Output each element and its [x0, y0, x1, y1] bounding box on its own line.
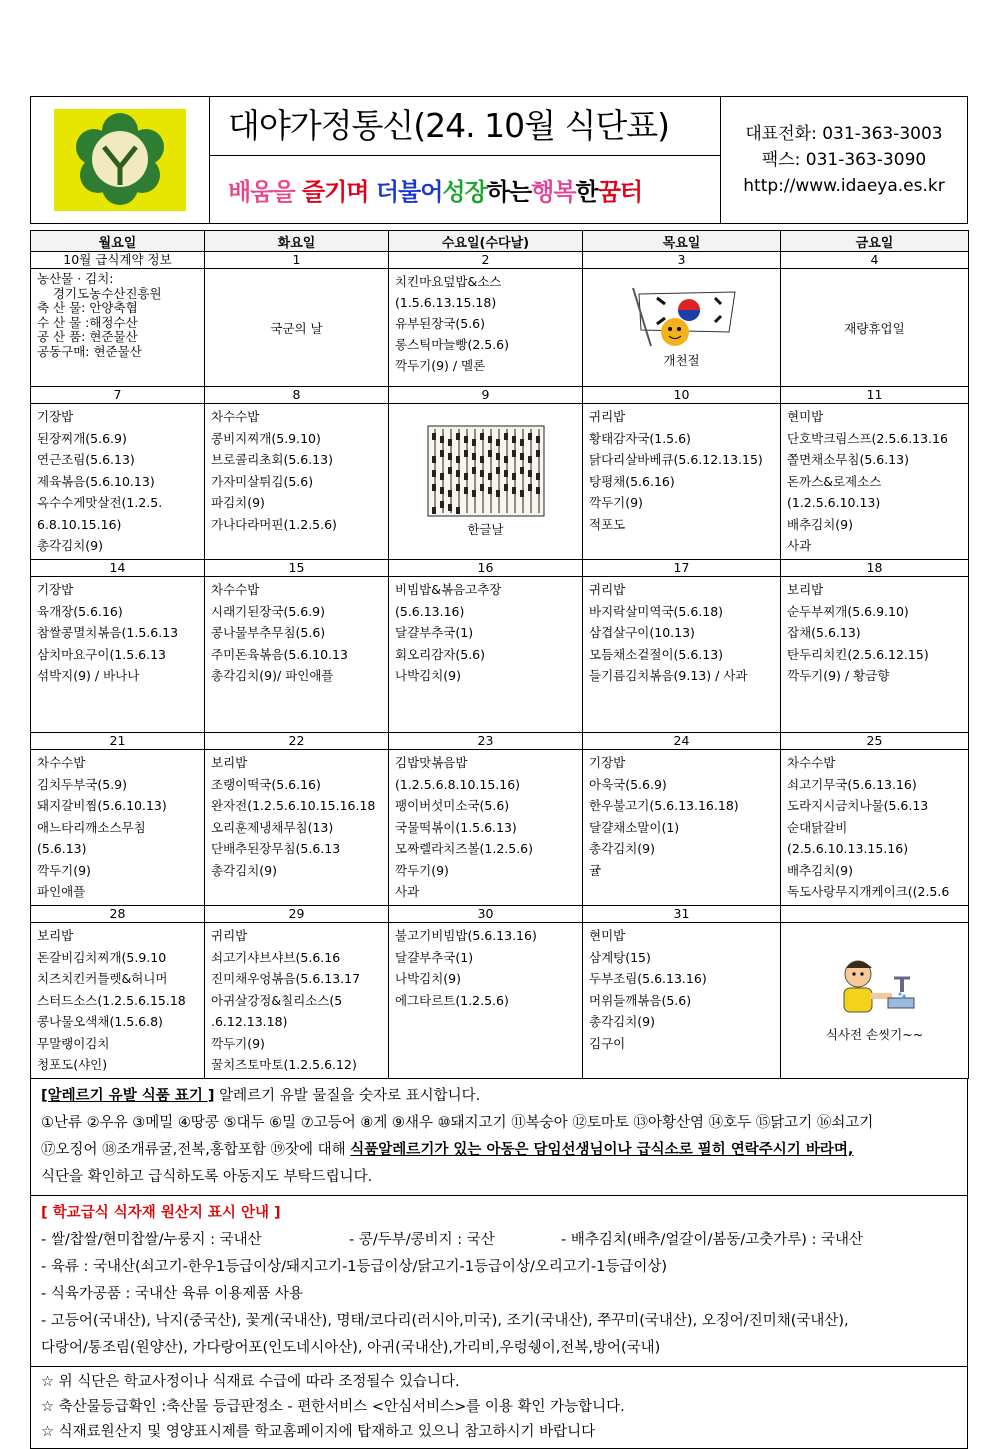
menu-item: 육개장(5.6.16)	[37, 603, 123, 619]
menu-item: 바지락살미역국(5.6.18)	[589, 603, 724, 619]
date-row	[31, 733, 969, 750]
menu-item: 황태감자국(1.5.6)	[589, 430, 691, 446]
menu-item: 돼지갈비찜(5.6.10.13)	[37, 798, 167, 813]
menu-item: 기장밥	[37, 582, 74, 597]
footer-notes	[30, 1367, 968, 1449]
contact-box	[721, 97, 967, 223]
menu-item: 단호박크림스프(2.5.6.13.16	[787, 430, 948, 446]
menu-item: (1.5.6.13.15.18)	[395, 295, 497, 310]
menu-item: 조랭이떡국(5.6.16)	[211, 776, 321, 792]
menu-item: (2.5.6.10.13.15.16)	[787, 841, 909, 856]
menu-item: 콩나물오색채(1.5.6.8)	[37, 1014, 163, 1029]
day-menu-cell	[31, 404, 205, 560]
date-number: 11	[781, 387, 969, 404]
slogan-part: 더불어	[375, 178, 443, 206]
illustration-caption: 개천절	[663, 353, 700, 368]
date-number: 31	[583, 906, 781, 923]
illustration-cell	[583, 269, 781, 387]
menu-item: 달걀채소말이(1)	[589, 819, 680, 835]
phone-number: 대표전화: 031-363-3003	[745, 124, 943, 144]
menu-item: 깍두기(9) / 멜론	[395, 358, 486, 373]
menu-item: 도라지시금치나물(5.6.13	[787, 798, 929, 813]
day-menu-cell	[389, 577, 583, 733]
menu-item: 총각김치(9)	[589, 1014, 656, 1029]
menu-item: 청포도(샤인)	[37, 1057, 108, 1072]
menu-item: (1.2.5.6.8.10.15.16)	[395, 776, 521, 792]
slogan-part: 한	[575, 178, 598, 206]
website-url[interactable]: http://www.idaeya.es.kr	[743, 176, 945, 196]
menu-item: 모짜렐라치즈볼(1.2.5.6)	[395, 841, 534, 856]
menu-item: 현미밥	[589, 928, 626, 943]
illustration-cell	[781, 923, 969, 1079]
day-menu-cell	[781, 577, 969, 733]
menu-item: 파김치(9)	[211, 495, 265, 510]
menu-item: 차수수밥	[211, 582, 260, 597]
allergy-notice	[30, 1079, 968, 1196]
menu-item: 참쌀콩멸치볶음(1.5.6.13	[37, 625, 179, 640]
menu-item: 달걀부추국(1)	[395, 949, 474, 965]
menu-item: 총각김치(9)	[211, 862, 278, 878]
menu-item: 기장밥	[589, 755, 626, 770]
menu-item: 사과	[395, 884, 420, 899]
date-number: 18	[781, 560, 969, 577]
menu-item: (1.2.5.6.10.13)	[787, 495, 881, 510]
origin-heading: [ 학교급식 식자재 원산지 표시 안내 ]	[41, 1205, 281, 1221]
day-menu-cell	[31, 923, 205, 1079]
menu-item: 김구이	[589, 1035, 626, 1051]
date-number: 25	[781, 733, 969, 750]
date-number: 3	[583, 252, 781, 269]
date-number: 10	[583, 387, 781, 404]
menu-item: 탄두리치킨(2.5.6.12.15)	[787, 646, 929, 662]
date-number: 1	[205, 252, 389, 269]
menu-item: 달걀부추국(1)	[395, 625, 474, 640]
menu-item: 삼겹살구이(10.13)	[589, 625, 695, 640]
menu-row	[31, 404, 969, 560]
menu-item: 사과	[787, 538, 812, 553]
allergy-list-1: ①난류 ②우유 ③메밀 ④땅콩 ⑤대두 ⑥밀 ⑦고등어 ⑧게 ⑨새우 ⑩돼지고기 ⑪복숭아 ⑫토마토 ⑬아황산염 ⑭호두 ⑮닭고기 ⑯쇠고기	[41, 1115, 874, 1131]
header	[30, 96, 968, 224]
date-number: 4	[781, 252, 969, 269]
hunminjeongeum-icon	[389, 425, 582, 520]
origin-kimchi: - 배추김치(배추/얼갈이/봄동/고춧가루) : 국내산	[561, 1232, 864, 1248]
slogan-part: 행복	[531, 178, 576, 206]
slogan-part: 배움을	[228, 178, 302, 206]
menu-table	[30, 230, 969, 1079]
menu-item: 완자전(1.2.5.6.10.15.16.18	[211, 798, 376, 813]
date-number: 8	[205, 387, 389, 404]
origin-rice: - 쌀/찹쌀/현미찹쌀/누룽지 : 국내산	[41, 1232, 262, 1248]
day-menu-cell	[583, 577, 781, 733]
menu-item: 차수수밥	[37, 755, 86, 770]
menu-item: 파인애플	[37, 884, 86, 899]
menu-item: 연근조림(5.6.13)	[37, 452, 135, 467]
menu-item: 애느타리깨소스무침	[37, 819, 146, 835]
date-number: 14	[31, 560, 205, 577]
menu-item: 한우불고기(5.6.13.16.18)	[589, 798, 739, 813]
menu-item: 귀리밥	[589, 582, 626, 597]
weekday-header: 화요일	[205, 231, 389, 252]
menu-item: 총각김치(9)/ 파인애플	[211, 668, 334, 683]
date-number: 9	[389, 387, 583, 404]
menu-item: 배추김치(9)	[787, 862, 854, 878]
menu-item: 브로콜리초회(5.6.13)	[211, 452, 333, 467]
menu-item: 아욱국(5.6.9)	[589, 776, 667, 792]
menu-item: 무말랭이김치	[37, 1035, 110, 1051]
day-menu-cell	[205, 577, 389, 733]
menu-item: 제육볶음(5.6.10.13)	[37, 473, 155, 489]
holiday-label: 국군의 날	[270, 320, 323, 336]
menu-row	[31, 577, 969, 733]
menu-item: 콩나물부추무침(5.6)	[211, 625, 326, 640]
day-menu-cell	[205, 404, 389, 560]
date-number: 28	[31, 906, 205, 923]
allergy-contact-request: 식품알레르기가 있는 아동은 담임선생님이나 급식소로 필히 연락주시기 바라며,	[350, 1142, 854, 1158]
menu-item: 진미채우엉볶음(5.6.13.17	[211, 971, 361, 986]
menu-item: 모듬채소겉절이(5.6.13)	[589, 646, 724, 662]
menu-item: 옥수수게맛살전(1.2.5.	[37, 495, 163, 510]
menu-item: 6.8.10.15.16)	[37, 516, 122, 532]
holiday-cell	[205, 269, 389, 387]
date-number: 21	[31, 733, 205, 750]
menu-item: 현미밥	[787, 409, 824, 424]
menu-item: 쇠고기무국(5.6.13.16)	[787, 776, 917, 792]
day-menu-cell	[781, 750, 969, 906]
menu-item: 단배추된장무침(5.6.13	[211, 841, 341, 856]
menu-item: 차수수밥	[211, 409, 260, 424]
date-number: 16	[389, 560, 583, 577]
date-row	[31, 387, 969, 404]
school-logo	[54, 109, 186, 211]
fax-number: 팩스: 031-363-3090	[761, 150, 927, 170]
illustration-cell	[389, 404, 583, 560]
menu-item: 머위들깨볶음(5.6)	[589, 992, 692, 1008]
menu-item: 깍두기(9)	[395, 862, 449, 878]
note-3: ☆ 식재료원산지 및 영양표시제를 학교홈페이지에 탑재하고 있으니 참고하시기 바랍니다	[41, 1424, 596, 1440]
menu-item: 깍두기(9)	[37, 862, 91, 878]
menu-item: 시래기된장국(5.6.9)	[211, 603, 326, 619]
menu-item: 된장찌개(5.6.9)	[37, 430, 127, 446]
allergy-intro: 알레르기 유발 물질을 숫자로 표시합니다.	[214, 1088, 481, 1104]
allergy-list-3: 식단을 확인하고 급식하도록 아동지도 부탁드립니다.	[41, 1169, 373, 1185]
school-logo-box	[31, 97, 210, 223]
menu-item: 나박김치(9)	[395, 971, 462, 986]
menu-item: 가자미살튀김(5.6)	[211, 473, 314, 489]
menu-item: 섞박지(9) / 바나나	[37, 668, 140, 683]
taegukgi-flag-icon	[583, 286, 780, 351]
menu-item: (5.6.13)	[37, 841, 87, 856]
menu-item: 기장밥	[37, 409, 74, 424]
date-row	[31, 906, 969, 923]
weekday-header: 월요일	[31, 231, 205, 252]
day-menu-cell	[389, 269, 583, 387]
newsletter-title: 대야가정통신(24. 10월 식단표)	[210, 97, 720, 156]
date-number	[781, 906, 969, 923]
menu-item: 불고기비빔밥(5.6.13.16)	[395, 928, 537, 943]
date-number: 22	[205, 733, 389, 750]
newsletter-page	[30, 96, 968, 1449]
menu-item: 치즈치킨커틀렛&허니머	[37, 971, 168, 986]
menu-item: 아귀살강정&칠리소스(5	[211, 992, 343, 1008]
menu-item: 삼계탕(15)	[589, 949, 651, 965]
menu-item: 총각김치(9)	[37, 538, 104, 553]
weekday-header: 금요일	[781, 231, 969, 252]
origin-seafood-1: - 고등어(국내산), 낙지(중국산), 꽃게(국내산), 명태/코다리(러시아,미국), 조기(국내산), 쭈꾸미(국내산), 오징어/진미채(국내산),	[41, 1313, 849, 1329]
menu-item: 비빔밥&볶음고추장	[395, 582, 502, 597]
menu-item: 차수수밥	[787, 755, 836, 770]
menu-item: 오리훈제냉채무침(13)	[211, 819, 334, 835]
allergy-list-2: ⑰오징어 ⑱조개류굴,전복,홍합포함 ⑲잣에 대해	[41, 1142, 351, 1158]
menu-item: (5.6.13.16)	[395, 603, 465, 619]
menu-item: 팽이버섯미소국(5.6)	[395, 798, 510, 813]
menu-item: 꿀치즈토마토(1.2.5.6.12)	[211, 1057, 357, 1072]
day-menu-cell	[389, 750, 583, 906]
menu-item: 배추김치(9)	[787, 516, 854, 532]
handwashing-child-icon	[781, 958, 968, 1025]
menu-item: 유부된장국(5.6)	[395, 316, 486, 331]
menu-item: 쇠고기샤브샤브(5.6.16	[211, 949, 341, 965]
day-menu-cell	[583, 404, 781, 560]
date-row	[31, 560, 969, 577]
weekday-header-row	[31, 231, 969, 252]
menu-item: 닭다리살바베큐(5.6.12.13.15)	[589, 452, 763, 467]
slogan-part: 꿈터	[597, 178, 643, 206]
date-row	[31, 252, 969, 269]
allergy-heading: [알레르기 유발 식품 표기 ]	[41, 1088, 215, 1104]
day-menu-cell	[205, 750, 389, 906]
date-number: 30	[389, 906, 583, 923]
date-number: 2	[389, 252, 583, 269]
note-2: ☆ 축산물등급확인 :축산물 등급판정소 - 편한서비스 <안심서비스>를 이용 확인 가능합니다.	[41, 1399, 625, 1415]
menu-item: 롱스틱마늘빵(2.5.6)	[395, 337, 510, 352]
date-number: 7	[31, 387, 205, 404]
menu-item: 스터드소스(1.2.5.6.15.18	[37, 992, 186, 1008]
slogan-part: 즐기며	[301, 178, 376, 206]
menu-item: 돈갈비김치찌개(5.9.10	[37, 949, 167, 965]
menu-item: 적포도	[589, 516, 626, 532]
menu-item: 깍두기(9) / 황금향	[787, 668, 890, 683]
school-slogan	[210, 156, 720, 223]
menu-row	[31, 750, 969, 906]
date-number: 23	[389, 733, 583, 750]
contract-info-line: 경기도농수산진흥원	[37, 285, 162, 301]
menu-item: 김밥맛볶음밥	[395, 755, 468, 770]
menu-item: 삼치마요구이(1.5.6.13	[37, 646, 167, 662]
weekday-header: 수요일(수다날)	[389, 231, 583, 252]
menu-item: 귀리밥	[589, 409, 626, 424]
menu-item: 보리밥	[211, 755, 248, 770]
contract-info-cell	[31, 269, 205, 387]
menu-item: 깍두기(9)	[589, 495, 643, 510]
slogan-part: 하는	[486, 178, 532, 206]
menu-item: 쫄면채소무침(5.6.13)	[787, 452, 909, 467]
date-number: 10월 급식계약 정보	[31, 252, 205, 269]
menu-item: 나박김치(9)	[395, 668, 462, 683]
contract-info-line: 농산물 · 김치:	[37, 271, 114, 286]
note-1: ☆ 위 식단은 학교사정이나 식재료 수급에 따라 조정될수 있습니다.	[41, 1374, 460, 1390]
menu-row	[31, 923, 969, 1079]
menu-item: 가나다라머핀(1.2.5.6)	[211, 516, 337, 532]
origin-processed-meat: - 식육가공품 : 국내산 육류 이용제품 사용	[41, 1286, 303, 1302]
day-menu-cell	[583, 923, 781, 1079]
contract-info-line: 축 산 물: 안양축협	[37, 300, 138, 315]
menu-item: 순두부찌개(5.6.9.10)	[787, 603, 909, 619]
menu-item: 치킨마요덮밥&소스	[395, 274, 502, 289]
menu-item: 귀리밥	[211, 928, 248, 943]
menu-item: .6.12.13.18)	[211, 1014, 288, 1029]
date-number: 29	[205, 906, 389, 923]
menu-item: 두부조림(5.6.13.16)	[589, 971, 707, 986]
date-number: 15	[205, 560, 389, 577]
menu-item: 콩비지찌개(5.9.10)	[211, 430, 321, 446]
menu-item: 순대닭갈비	[787, 819, 848, 835]
menu-item: 김치두부국(5.9)	[37, 776, 128, 792]
illustration-caption: 식사전 손씻기~~	[825, 1027, 924, 1042]
day-menu-cell	[31, 750, 205, 906]
menu-item: 독도사랑무지개케이크((2.5.6	[787, 884, 950, 899]
menu-item: 귤	[589, 862, 602, 878]
menu-item: 국물떡볶이(1.5.6.13)	[395, 819, 517, 835]
contract-info-line: 공 산 품: 현준물산	[37, 329, 138, 344]
day-menu-cell	[205, 923, 389, 1079]
menu-item: 에그타르트(1.2.5.6)	[395, 992, 509, 1008]
day-menu-cell	[389, 923, 583, 1079]
weekday-header: 목요일	[583, 231, 781, 252]
menu-item: 보리밥	[37, 928, 74, 943]
menu-item: 총각김치(9)	[589, 841, 656, 856]
menu-row	[31, 269, 969, 387]
menu-item: 잡채(5.6.13)	[787, 625, 861, 640]
date-number: 17	[583, 560, 781, 577]
menu-item: 주미돈육볶음(5.6.10.13	[211, 646, 348, 662]
slogan-part: 성장	[442, 178, 487, 206]
origin-beans: - 콩/두부/콩비지 : 국산	[349, 1232, 495, 1248]
holiday-cell	[781, 269, 969, 387]
day-menu-cell	[583, 750, 781, 906]
date-number: 24	[583, 733, 781, 750]
menu-item: 탕평채(5.6.16)	[589, 473, 675, 489]
menu-item: 보리밥	[787, 582, 824, 597]
menu-item: 깍두기(9)	[211, 1035, 265, 1051]
origin-meat: - 육류 : 국내산(쇠고기-한우1등급이상/돼지고기-1등급이상/닭고기-1등급이상/오리고기-1등급이상)	[41, 1259, 668, 1275]
day-menu-cell	[31, 577, 205, 733]
menu-item: 회오리감자(5.6)	[395, 646, 486, 662]
contract-info-line: 공동구매: 현준물산	[37, 343, 142, 359]
holiday-label: 재량휴업일	[844, 320, 905, 336]
origin-notice	[30, 1196, 968, 1367]
illustration-caption: 한글날	[467, 522, 504, 537]
day-menu-cell	[781, 404, 969, 560]
origin-seafood-2: 다랑어/통조림(원양산), 가다랑어포(인도네시아산), 아귀(국내산),가리비,우렁쉥이,전복,방어(국내)	[41, 1340, 661, 1356]
title-box	[210, 97, 721, 223]
menu-item: 돈까스&로제소스	[787, 473, 882, 489]
contract-info-line: 수 산 물 :해정수산	[37, 314, 138, 330]
menu-item: 들기름김치볶음(9.13) / 사과	[589, 668, 748, 683]
